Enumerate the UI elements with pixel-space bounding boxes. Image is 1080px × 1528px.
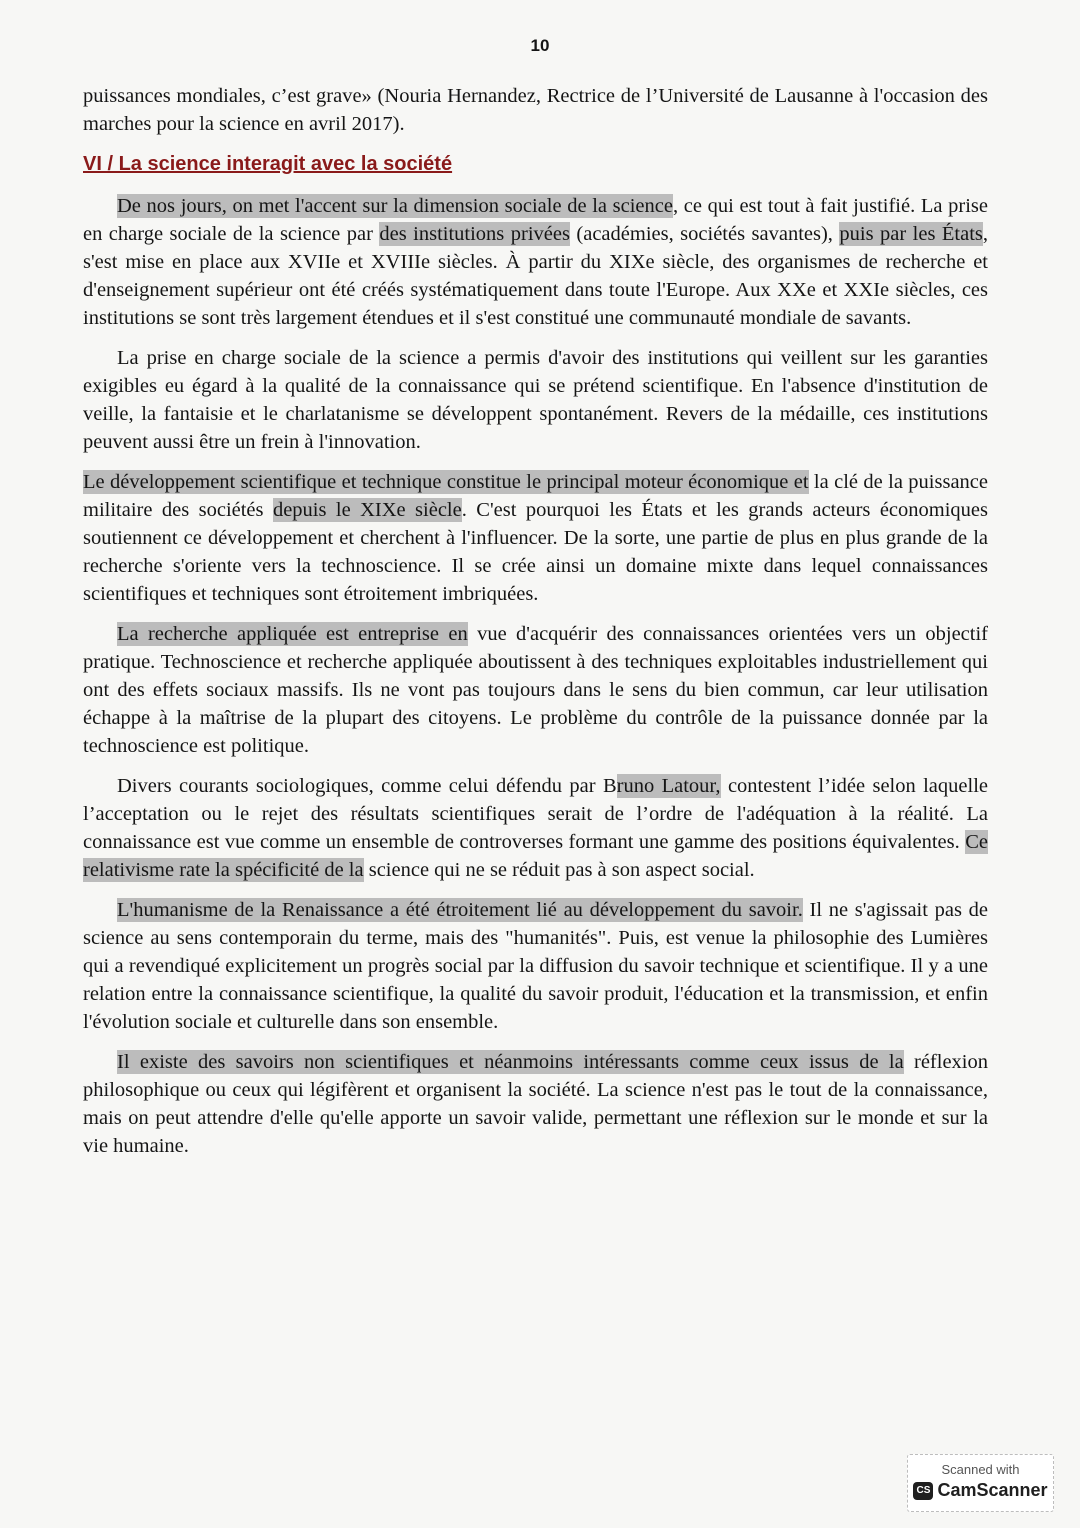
text-run: (académies, sociétés savantes), — [569, 223, 840, 245]
highlight: De nos jours, on met l'accent sur la dimension sociale de la science — [117, 195, 673, 217]
camscanner-logo-icon: CS — [913, 1482, 933, 1500]
paragraph-5 — [83, 772, 988, 884]
document-body — [83, 82, 988, 1172]
intro-paragraph: puissances mondiales, c’est grave» (Nouria Hernandez, Rectrice de l’Université de Lausanne à l'occasion des marches pour la science en avril 2017). — [83, 85, 988, 135]
highlight: des institutions privées — [379, 223, 570, 245]
highlight: Ce relativisme rate la spécificité de la — [83, 831, 988, 881]
text-run: Divers courants sociologiques, comme celui défendu par B — [117, 775, 617, 797]
paragraph-3 — [83, 468, 988, 608]
highlight: runo Latour, — [616, 775, 721, 797]
highlight: Il existe des savoirs non scientifiques et néanmoins intéressants comme ceux issus de la — [117, 1051, 904, 1073]
watermark-brand-row — [908, 1480, 1053, 1501]
highlight: puis par les États — [839, 223, 983, 245]
text-run: contestent l’idée selon laquelle l’acceptation ou le rejet des résultats scientifiques serait de l’ordre de l'adéquation à la réalité. La connaissance est vue comme un ensemble de controverses formant une gamme des positions équivalentes. — [83, 775, 988, 853]
paragraph-2: La prise en charge sociale de la science a permis d'avoir des institutions qui veillent sur les garanties exigibles eu égard à la qualité de la connaissance qui se prétend scientifique. En l'absence d'institution de veille, la fantaisie et le charlatanisme se développent spontanément. Revers de la médaille, ces institutions peuvent aussi être un frein à l'innovation. — [83, 347, 988, 453]
section-heading: VI / La science interagit avec la société — [83, 153, 453, 175]
highlight: L'humanisme de la Renaissance a été étroitement lié au développement du savoir. — [117, 899, 803, 921]
text-run: , ce qui est tout à fait justifié. La prise en charge sociale de la science par — [83, 195, 988, 245]
page-number: 10 — [530, 36, 550, 55]
paragraph-1 — [83, 192, 988, 332]
text-run: , s'est mise en place aux XVIIe et XVIIIe siècles. À partir du XIXe siècle, des organismes de recherche et d'enseignement supérieur ont été créés systématiquement dans toute l'Europe. Aux XXe et XXIe siècles, ces institutions se sont très largement étendues et il s'est constitué une communauté mondiale de savants. — [83, 223, 989, 329]
text-run: . C'est pourquoi les États et les grands acteurs économiques soutiennent ce développement et cherchent à l'influencer. De la sorte, une partie de plus en plus grande de la recherche s'oriente vers la technoscience. Il se crée ainsi un domaine mixte dans lequel connaissances scientifiques et techniques sont étroitement imbriquées. — [83, 499, 988, 605]
text-run: réflexion philosophique ou ceux qui légifèrent et organisent la société. La science n'est pas le tout de la connaissance, mais on peut attendre d'elle qu'elle apporte un savoir valide, permettant une réflexion sur le monde et sur la vie humaine. — [83, 1051, 988, 1157]
paragraph-7 — [83, 1048, 988, 1160]
paragraph-6 — [83, 896, 988, 1036]
text-run: science qui ne se réduit pas à son aspect social. — [363, 859, 755, 881]
highlight: Le développement scientifique et technique constitue le principal moteur économique et — [83, 471, 809, 493]
text-run: Il ne s'agissait pas de science au sens contemporain du terme, mais des "humanités". Puis, est venue la philosophie des Lumières qui a revendiqué explicitement un progrès social par la diffusion du savoir technique et scientifique. Il y a une relation entre la connaissance scientifique, la qualité du savoir produit, l'éducation et la transmission, et enfin l'évolution sociale et culturelle dans son ensemble. — [83, 899, 988, 1033]
camscanner-watermark — [907, 1454, 1054, 1512]
text-run: la clé de la puissance militaire des sociétés — [83, 471, 989, 521]
highlight: La recherche appliquée est entreprise en — [117, 623, 468, 645]
watermark-caption: Scanned with — [941, 1462, 1020, 1477]
text-run: vue d'acquérir des connaissances orientées vers un objectif pratique. Technoscience et recherche appliquée aboutissent à des techniques exploitables industriellement qui ont des effets sociaux massifs. Ils ne vont pas toujours dans le sens du bien commun, car leur utilisation échappe à la maîtrise de la plupart des citoyens. Le problème du contrôle de la puissance donnée par la technoscience est politique. — [83, 623, 988, 757]
highlight: depuis le XIXe siècle — [272, 499, 462, 521]
watermark-brand: CamScanner — [937, 1480, 1048, 1500]
paragraph-4 — [83, 620, 988, 760]
